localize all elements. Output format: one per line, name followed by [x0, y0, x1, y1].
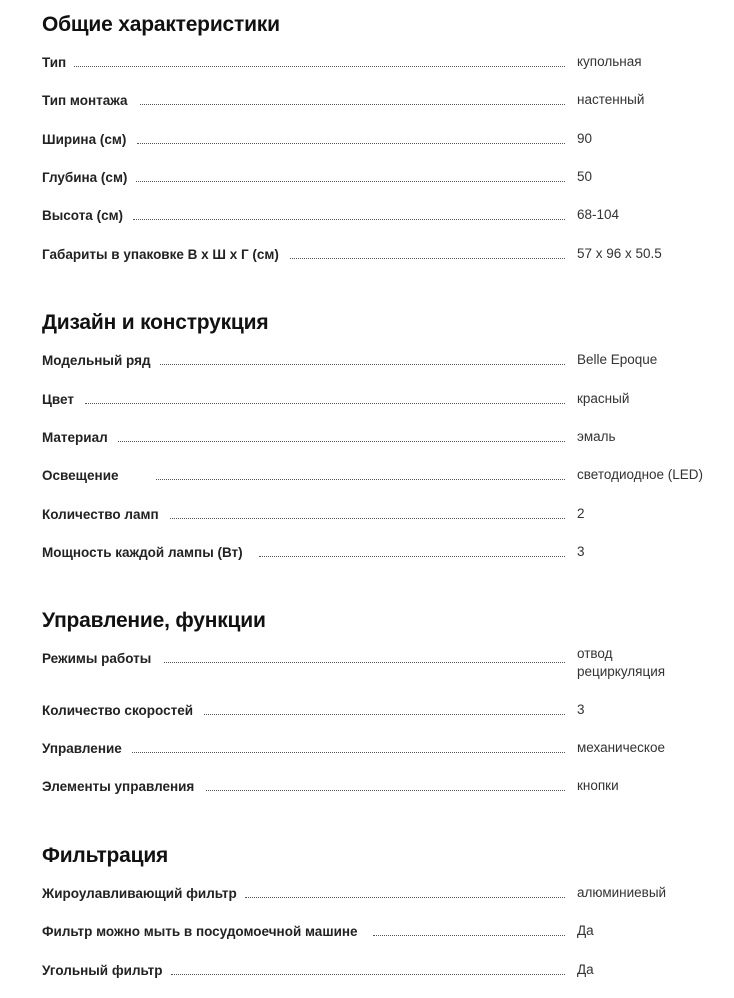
spec-label: Управление: [42, 739, 130, 759]
spec-value: 57 x 96 x 50.5: [577, 246, 662, 261]
dotted-leader: [132, 752, 565, 753]
spec-label: Модельный ряд: [42, 351, 159, 371]
spec-row: [42, 130, 722, 150]
spec-row: [42, 543, 722, 563]
spec-label: Тип монтажа: [42, 91, 136, 111]
spec-label: Освещение: [42, 466, 127, 486]
spec-row: [42, 206, 722, 226]
section-title-general: Общие характеристики: [42, 13, 280, 36]
spec-value-second-line: рециркуляция: [577, 664, 666, 679]
dotted-leader: [133, 219, 565, 220]
spec-row: [42, 245, 722, 265]
dotted-leader: [160, 364, 565, 365]
spec-row: [42, 739, 722, 759]
dotted-leader: [85, 403, 565, 404]
spec-label: Режимы работы: [42, 649, 159, 669]
spec-value: 90: [577, 131, 593, 146]
spec-label: Цвет: [42, 390, 82, 410]
spec-row: [42, 168, 722, 188]
spec-label: Материал: [42, 428, 116, 448]
spec-row: [42, 701, 722, 721]
dotted-leader: [140, 104, 565, 105]
spec-value: светодиодное (LED): [577, 467, 704, 482]
section-title-design: Дизайн и конструкция: [42, 311, 269, 334]
dotted-leader: [206, 790, 565, 791]
spec-row: [42, 646, 722, 685]
spec-value: настенный: [577, 92, 645, 107]
spec-value: 50: [577, 169, 593, 184]
spec-label: Высота (см): [42, 206, 131, 226]
dotted-leader: [373, 935, 565, 936]
dotted-leader: [137, 143, 565, 144]
spec-value: красный: [577, 391, 630, 406]
spec-value: купольная: [577, 54, 642, 69]
spec-row: [42, 466, 722, 486]
spec-value: алюминиевый: [577, 885, 667, 900]
dotted-leader: [118, 441, 565, 442]
dotted-leader: [259, 556, 565, 557]
dotted-leader: [156, 479, 565, 480]
dotted-leader: [170, 518, 565, 519]
dotted-leader: [290, 258, 565, 259]
spec-label: Фильтр можно мыть в посудомоечной машине: [42, 922, 366, 942]
spec-label: Угольный фильтр: [42, 961, 171, 981]
dotted-leader: [171, 974, 565, 975]
spec-value: кнопки: [577, 778, 619, 793]
spec-row: [42, 777, 722, 797]
spec-value: Да: [577, 962, 594, 977]
dotted-leader: [74, 66, 565, 67]
dotted-leader: [164, 662, 565, 663]
spec-label: Мощность каждой лампы (Вт): [42, 543, 251, 563]
spec-label: Количество ламп: [42, 505, 167, 525]
spec-value: 3: [577, 544, 585, 559]
spec-row: [42, 961, 722, 981]
dotted-leader: [204, 714, 565, 715]
spec-label: Габариты в упаковке В х Ш х Г (см): [42, 245, 287, 265]
dotted-leader: [136, 181, 565, 182]
spec-value: 68-104: [577, 207, 620, 222]
spec-value: эмаль: [577, 429, 616, 444]
spec-value: Да: [577, 923, 594, 938]
spec-row: [42, 428, 722, 448]
spec-label: Тип: [42, 53, 74, 73]
spec-label: Элементы управления: [42, 777, 202, 797]
spec-row: [42, 53, 722, 73]
spec-label: Количество скоростей: [42, 701, 201, 721]
spec-value: отвод: [577, 646, 613, 661]
spec-value: 2: [577, 506, 585, 521]
spec-row: [42, 390, 722, 410]
spec-row: [42, 884, 722, 904]
spec-row: [42, 505, 722, 525]
spec-label: Ширина (см): [42, 130, 134, 150]
spec-row: [42, 922, 722, 942]
dotted-leader: [245, 897, 565, 898]
spec-label: Жироулавливающий фильтр: [42, 884, 245, 904]
spec-value: механическое: [577, 740, 665, 755]
spec-label: Глубина (см): [42, 168, 135, 188]
spec-value: Belle Epoque: [577, 352, 658, 367]
spec-row: [42, 351, 722, 371]
spec-value: 3: [577, 702, 585, 717]
section-title-filtration: Фильтрация: [42, 844, 169, 867]
spec-row: [42, 91, 722, 111]
section-title-controls: Управление, функции: [42, 609, 266, 632]
